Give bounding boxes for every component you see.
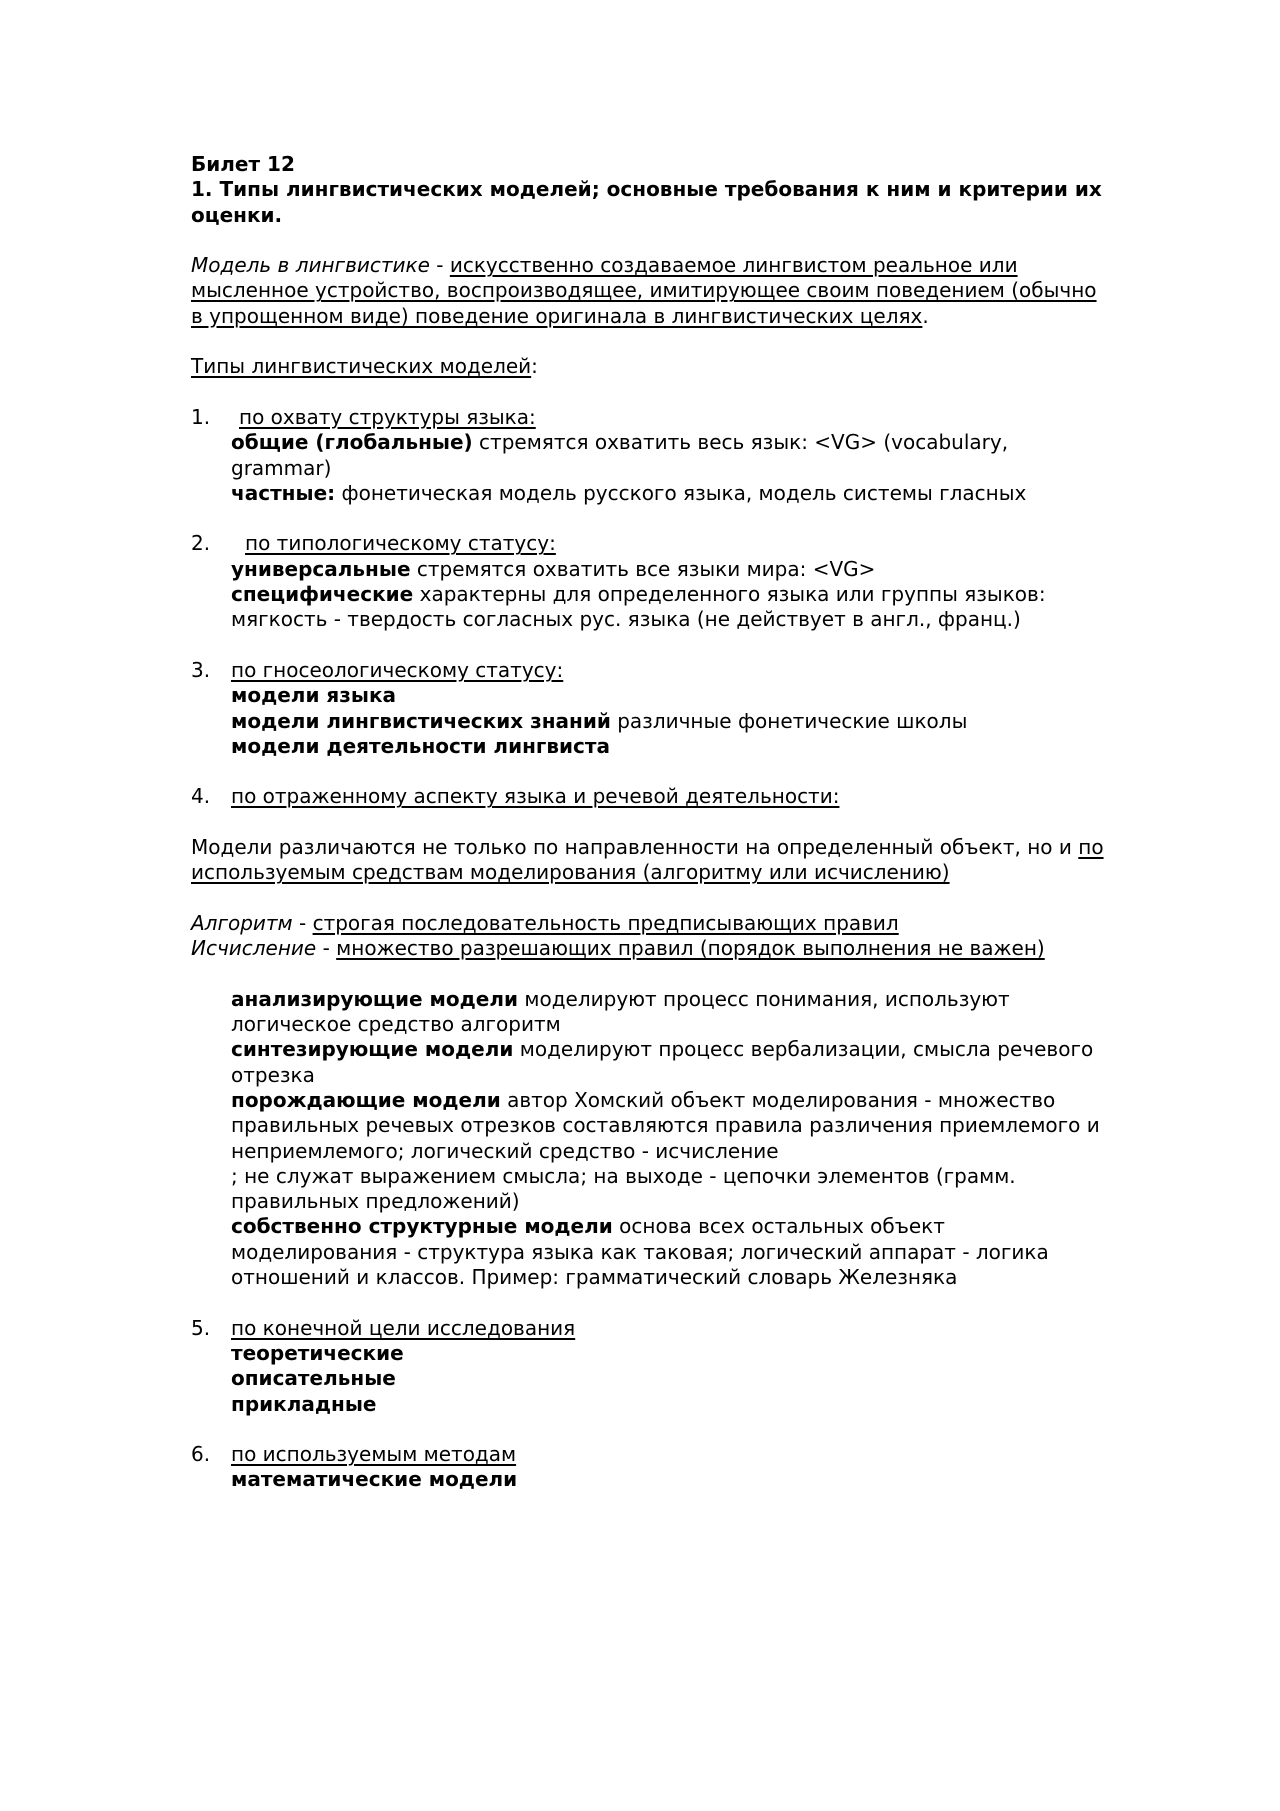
section-title: по охвату структуры языка:	[239, 404, 536, 429]
model-type-general: общие (глобальные) стремятся охватить весь язык: <VG> (vocabulary, grammar)	[231, 430, 1009, 480]
section-number: 5.	[191, 1315, 211, 1340]
model-mathematical: математические модели	[231, 1467, 518, 1492]
model-type-universal: универсальные стремятся охватить все языки мира: <VG>	[231, 556, 876, 581]
section-number: 3.	[191, 657, 211, 682]
model-analyzing: анализирующие модели моделируют процесс понимания, используют логическое средство алгоритм	[231, 986, 1010, 1037]
model-synthesizing: синтезирующие модели моделируют процесс вербализации, смысла речевого отрезка	[231, 1037, 1094, 1087]
section-number: 2.	[191, 531, 211, 556]
model-theoretical: теоретические	[231, 1340, 404, 1365]
model-type-activity: модели деятельности лингвиста	[231, 733, 610, 758]
algorithm-definition: Алгоритм - строгая последовательность предписывающих правил	[191, 910, 899, 935]
model-type-partial: частные: фонетическая модель русского языка, модель системы гласных	[231, 480, 1027, 505]
question-heading: 1. Типы лингвистических моделей; основные требования к ним и критерии их оценки.	[191, 177, 1102, 227]
section-4	[191, 784, 1111, 809]
definition-term: Модель в лингвистике	[191, 253, 430, 278]
section-title: по используемым методам	[231, 1442, 517, 1467]
section-5	[191, 1316, 1111, 1417]
model-applied: прикладные	[231, 1391, 377, 1416]
section-title: по конечной цели исследования	[231, 1315, 576, 1340]
section-6	[191, 1442, 1111, 1493]
section-1	[191, 405, 1111, 506]
types-title: Типы лингвистических моделей:	[191, 354, 538, 379]
section-2	[191, 531, 1111, 632]
means-paragraph: Модели различаются не только по направленности на определенный объект, но и по используемым средствам моделирования (алгоритму или исчислению)	[191, 835, 1104, 885]
model-structural: собственно структурные модели основа всех остальных объект моделирования - структура языка как таковая; логический аппарат - логика отношений и классов. Пример: грамматический словарь Железняка	[231, 1214, 1049, 1290]
section-title: по типологическому статусу:	[245, 531, 556, 556]
model-type-knowledge: модели лингвистических знаний различные фонетические школы	[231, 708, 968, 733]
section-number: 1.	[191, 404, 211, 429]
calculus-definition: Исчисление - множество разрешающих правил (порядок выполнения не важен)	[191, 936, 1045, 961]
section-title: по отраженному аспекту языка и речевой деятельности:	[231, 784, 840, 809]
ticket-title: Билет 12	[191, 152, 295, 176]
model-descriptive: описательные	[231, 1366, 396, 1391]
model-type-language: модели языка	[231, 683, 397, 708]
model-generative: порождающие модели автор Хомский объект моделирования - множество правильных речевых отрезков составляются правила различения приемлемого и неприемлемого; логический средство - исчисление	[231, 1087, 1100, 1163]
model-kinds-list	[191, 987, 1111, 1291]
section-3	[191, 658, 1111, 759]
model-generative-note: ; не служат выражением смысла; на выходе - цепочки элементов (грамм. правильных предложений)	[231, 1163, 1016, 1214]
document-page	[191, 152, 1111, 1493]
model-type-specific: специфические характерны для определенного языка или группы языков: мягкость - твердость согласных рус. языка (не действует в англ., франц.)	[231, 582, 1046, 632]
definition-paragraph: Модель в лингвистике - искусственно создаваемое лингвистом реальное или мысленное устройство, воспроизводящее, имитирующее своим поведением (обычно в упрощенном виде) поведение оригинала в лингвистических целях.	[191, 253, 1097, 328]
section-title: по гносеологическому статусу:	[231, 657, 564, 682]
section-number: 4.	[191, 784, 211, 809]
definition-text: искусственно создаваемое лингвистом реальное или мысленное устройство, воспроизводящее, имитирующее своим поведением (обычно в упрощенном виде) поведение оригинала в лингвистических целях	[191, 253, 1097, 328]
section-number: 6.	[191, 1442, 211, 1467]
